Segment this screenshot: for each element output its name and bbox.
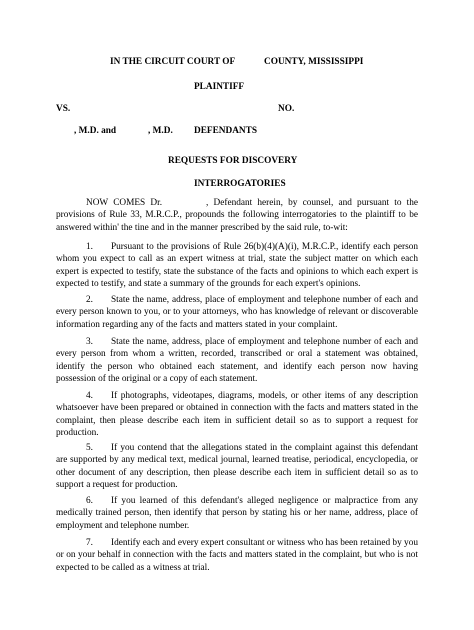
- defendant-one-label: , M.D. and: [74, 126, 117, 136]
- interrogatory-5: [56, 442, 418, 491]
- interrogatory-1: [56, 241, 418, 290]
- interrogatory-number: 4.: [86, 391, 93, 401]
- interrogatory-3: [56, 336, 418, 385]
- interrogatory-number: 7.: [86, 538, 93, 548]
- interrogatory-text: If you contend that the allegations stated in the complaint against this defendant are supported by any medical text, medical journal, learned treatise, periodical, encyclopedia, or other document of any description, then please describe each item in sufficient detail so as to support a request for production.: [56, 443, 418, 490]
- interrogatory-text: State the name, address, place of employment and telephone number of each and every person known to you, or to your attorneys, who has knowledge of relevant or discoverable information regarding any of the facts and matters stated in your complaint.: [56, 295, 418, 330]
- interrogatory-6: [56, 495, 418, 532]
- interrogatory-number: 2.: [86, 295, 93, 305]
- vs-label: VS.: [56, 104, 71, 114]
- interrogatory-text: Identify each and every expert consultant or witness who has been retained by you or on your behalf in connection with the facts and matters stated in the complaint, but who is not expected to be called as a witness at trial.: [56, 538, 418, 573]
- interrogatory-2: [56, 294, 418, 331]
- intro-paragraph: [56, 197, 418, 234]
- interrogatory-4: [56, 390, 418, 439]
- plaintiff-label: PLAINTIFF: [194, 82, 245, 92]
- defendant-two-label: , M.D.: [148, 126, 173, 136]
- requests-heading: REQUESTS FOR DISCOVERY: [168, 156, 298, 166]
- interrogatory-number: 1.: [86, 242, 93, 252]
- interrogatory-7: [56, 537, 418, 574]
- case-number-label: NO.: [278, 104, 295, 114]
- interrogatory-number: 3.: [86, 337, 93, 347]
- court-heading-right: COUNTY, MISSISSIPPI: [264, 57, 364, 67]
- interrogatory-text: If you learned of this defendant's alleged negligence or malpractice from any medically trained person, then identify that person by stating his or her name, address, place of employment and telephone number.: [56, 496, 418, 531]
- intro-part-2: , Defendant herein, by counsel, and pursuant to the provisions of Rule 33, M.R.C.P., propounds the following interrogatories to the plaintiff to be answered within' the tine and in the manner prescribed by the said rule, to-wit:: [56, 198, 418, 233]
- interrogatories-heading: INTERROGATORIES: [194, 179, 286, 189]
- interrogatory-text: If photographs, videotapes, diagrams, models, or other items of any description whatsoever have been prepared or obtained in connection with the facts and matters stated in the complaint, then please describe each item in sufficient detail so as to support a request for production.: [56, 391, 418, 438]
- interrogatory-number: 5.: [86, 443, 93, 453]
- court-heading-left: IN THE CIRCUIT COURT OF: [110, 57, 236, 67]
- interrogatory-text: State the name, address, place of employment and telephone number of each and every person from whom a written, recorded, transcribed or oral a statement was obtained, identify the person who obtained each statement, and identify each person now having possession of the original or a copy of each statement.: [56, 337, 418, 384]
- interrogatory-number: 6.: [86, 496, 93, 506]
- interrogatory-text: Pursuant to the provisions of Rule 26(b)(4)(A)(i), M.R.C.P., identify each person whom you expect to call as an expert witness at trial, state the subject matter on which each expert is expected to testify, state the substance of the facts and opinions to which each expert is expected to testify, and state a summary of the grounds for each expert's opinions.: [56, 242, 418, 289]
- defendants-label: DEFENDANTS: [194, 126, 258, 136]
- intro-part-1: NOW COMES Dr.: [86, 198, 163, 208]
